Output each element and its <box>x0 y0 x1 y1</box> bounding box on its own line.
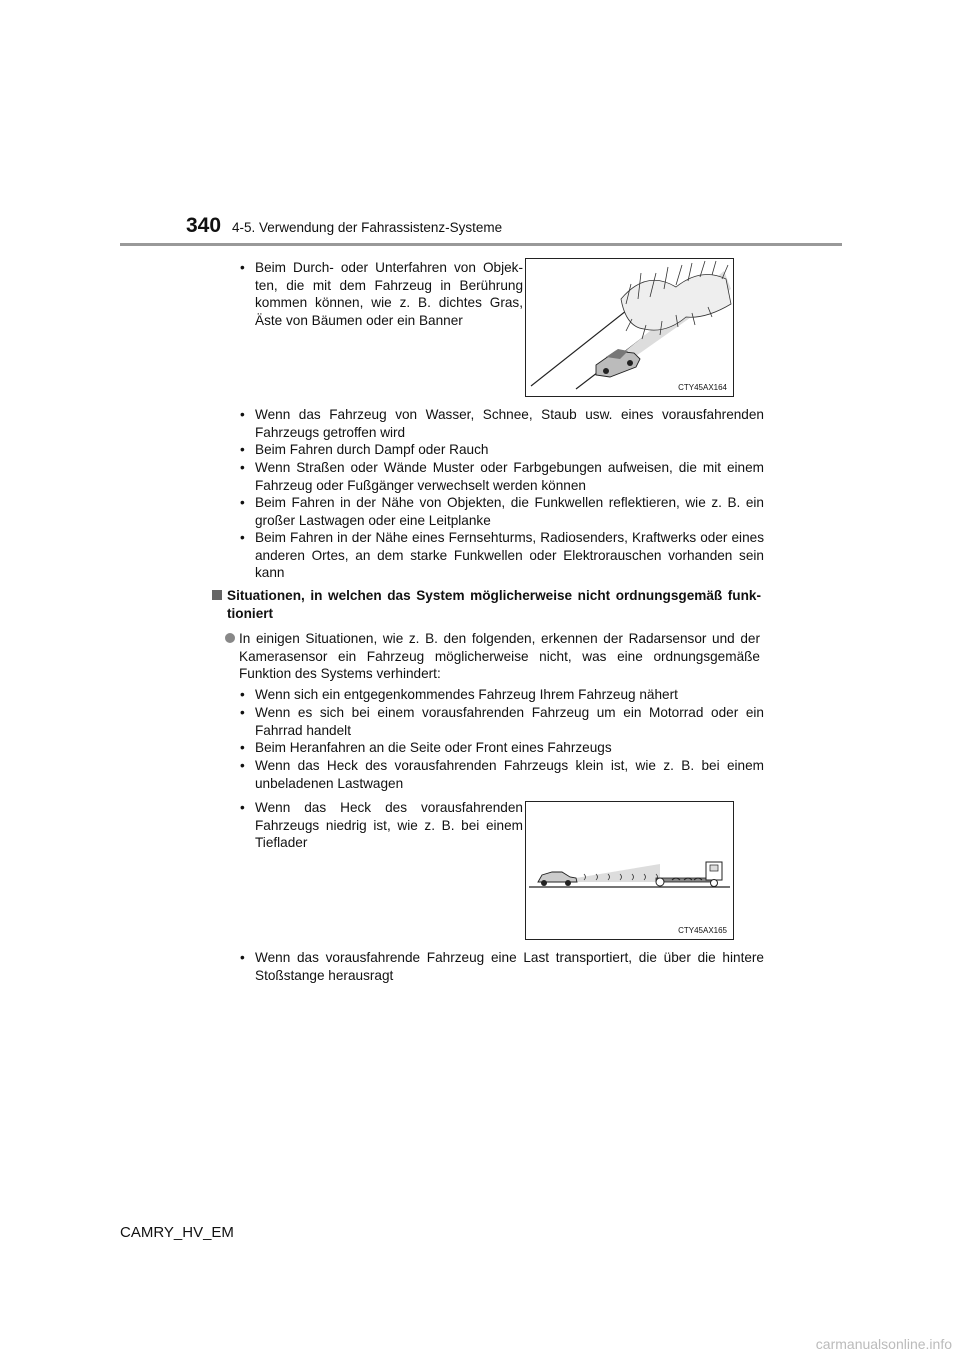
header-rule <box>120 243 842 246</box>
list-item-text: Wenn Straßen oder Wände Muster oder Farbgebungen aufweisen, die mit einem Fahrzeug oder Fußgänger verwechselt werden können <box>255 460 764 493</box>
figure-caption: CTY45AX164 <box>678 383 727 392</box>
figure-low-trailer-illustration <box>525 801 734 940</box>
list-item <box>237 949 764 984</box>
list-item <box>237 704 764 739</box>
heading-square-icon <box>212 590 222 600</box>
list-item-text: Beim Fahren in der Nähe von Objekten, die Funkwellen reflektieren, wie z. B. ein großer Lastwagen oder eine Leitplanke <box>255 495 764 528</box>
list-item-text: Wenn das Heck des vorausfahrenden Fahrzeugs klein ist, wie z. B. bei einem unbeladenen Lastwagen <box>255 758 764 791</box>
intro-text: In einigen Situationen, wie z. B. den folgenden, erkennen der Radarsensor und der Kamerasensor ein Fahrzeug möglicherweise nicht, was eine ordnungsgemäße Funktion des Systems verhindert: <box>239 631 760 681</box>
list-item <box>237 529 764 582</box>
list-item-text: Beim Fahren durch Dampf oder Rauch <box>255 442 489 457</box>
list-item <box>237 494 764 529</box>
list-item-text: Wenn das Fahrzeug von Wasser, Schnee, Staub usw. eines vorausfahrenden Fahrzeugs getroffen wird <box>255 407 764 440</box>
list-item-text: Beim Heranfahren an die Seite oder Front eines Fahrzeugs <box>255 740 612 755</box>
list-item <box>237 259 523 329</box>
list-item-text: Wenn das Heck des vorausfahrenden Fahrzeugs niedrig ist, wie z. B. bei einem Tieflader <box>255 800 523 850</box>
list-item <box>237 799 523 852</box>
list-item <box>237 441 764 459</box>
document-footer: CAMRY_HV_EM <box>120 1224 234 1241</box>
list-item <box>237 739 764 757</box>
list-item-text: Wenn das vorausfahrende Fahrzeug eine Last transportiert, die über die hintere Stoßstange herausragt <box>255 950 764 983</box>
page-number: 340 <box>186 214 222 237</box>
circle-bullet-icon <box>225 633 235 643</box>
figure-caption: CTY45AX165 <box>678 926 727 935</box>
section-heading-text: Situationen, in welchen das System möglicherweise nicht ordnungsgemäß funk-tioniert <box>227 588 761 621</box>
list-item-text: Beim Fahren in der Nähe eines Fernsehturms, Radiosenders, Kraftwerks oder eines anderen Ortes, an dem starke Funkwellen oder Elektrorauschen vorhanden sein kann <box>255 530 764 580</box>
list-item-text: Wenn es sich bei einem vorausfahrenden Fahrzeug um ein Motorrad oder ein Fahrrad handelt <box>255 705 764 738</box>
list-item <box>237 406 764 441</box>
radar-to-trailer-illustration <box>526 802 733 939</box>
list-item <box>237 686 764 704</box>
list-item <box>237 757 764 792</box>
car-under-grass-illustration <box>526 259 733 396</box>
list-item-text: Wenn sich ein entgegenkommendes Fahrzeug Ihrem Fahrzeug nähert <box>255 687 678 702</box>
intro-paragraph <box>225 630 760 683</box>
section-title: 4-5. Verwendung der Fahrassistenz-Systeme <box>232 220 503 235</box>
figure-grass-illustration <box>525 258 734 397</box>
list-item-text: Beim Durch- oder Unterfahren von Objek-ten, die mit dem Fahrzeug in Berührung kommen können, wie z. B. dichtes Gras, Äste von Bäumen oder ein Banner <box>255 260 523 328</box>
watermark: carmanualsonline.info <box>815 1336 952 1352</box>
section-heading <box>212 587 761 622</box>
list-item <box>237 459 764 494</box>
